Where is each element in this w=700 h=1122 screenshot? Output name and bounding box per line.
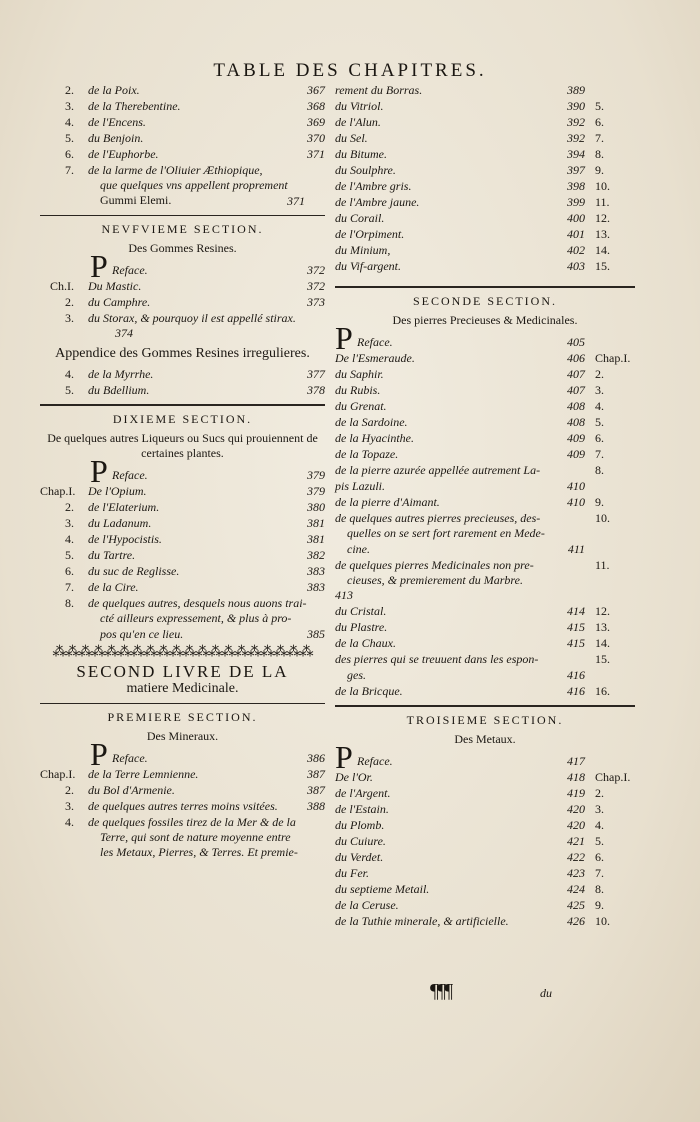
page-number: 422 [567,850,585,864]
drop-capital: P [90,248,108,284]
chapter-title: du Vitriol. [335,99,384,113]
entry-row [335,462,635,478]
entry-row [40,98,325,114]
entry-row [335,785,635,801]
chapter-number: 14. [595,243,610,257]
entry-row [335,430,635,446]
section-heading: NEVFVIEME SECTION. [101,222,264,236]
chapter-title: pis Lazuli. [335,479,386,493]
drop-capital: P [90,736,108,772]
chapter-number: 3. [595,383,604,397]
entry-row [335,769,635,785]
entry-row [335,849,635,865]
chapter-number: 5. [65,548,74,562]
entry-row [335,557,635,573]
chapter-title: de la Therebentine. [88,99,181,113]
page-number: 420 [567,802,585,816]
chapter-title: des pierres qui se treuuent dans les espon- [335,652,539,666]
book-subtitle: matiere Medicinale. [126,681,239,696]
entry-row [40,563,325,579]
chapter-title: de la Hyacinthe. [335,431,414,445]
section-heading: TROISIEME SECTION. [406,713,564,727]
chapter-number: 5. [65,131,74,145]
drop-capital: P [335,320,353,356]
chapter-number: 4. [595,818,604,832]
entry-row [335,619,635,635]
entry-row [335,635,635,651]
chapter-title: du Cuiure. [335,834,386,848]
chapter-number: 6. [595,115,604,129]
page-number: 398 [567,179,585,193]
chapter-number: 9. [595,495,604,509]
entry-row [40,294,325,310]
chapter-title: du Plastre. [335,620,388,634]
entry-row [335,146,635,162]
chapter-title: de la larme de l'Oliuier Æthiopique, [88,163,263,177]
chapter-title: de la Topaze. [335,447,399,461]
entry-row [335,603,635,619]
page-number: 400 [567,211,585,225]
chapter-title: de la Chaux. [335,636,396,650]
page-number: 415 [567,620,585,634]
page-number: 402 [567,243,585,257]
chapter-number: 10. [595,511,610,525]
chapter-number: 11. [595,558,610,572]
chapter-title: du Minium, [335,243,391,257]
chapter-number: 7. [595,447,604,461]
page-number: 423 [567,866,585,880]
signature-mark: ¶¶¶ [430,980,452,1002]
chapter-number: 12. [595,211,610,225]
entry-row: ges. 416 [347,668,585,682]
entry-row [335,366,635,382]
page-number: 426 [567,914,585,928]
chapter-number: 6. [595,431,604,445]
chapter-title: Reface. [112,468,148,482]
continuation-line: cté ailleurs expressement, & plus à pro- [100,611,292,625]
left-column [40,82,325,860]
page-number: 390 [567,99,585,113]
chapter-title: du suc de Reglisse. [88,564,180,578]
chapter-number: 14. [595,636,610,650]
chapter-number: Chap.I. [595,770,631,784]
catchword: du [540,986,552,1000]
page-number: 372 [307,279,325,293]
chapter-title: du Bol d'Armenie. [88,783,175,797]
drop-capital: P [335,739,353,775]
section-subheading: Des pierres Precieuses & Medicinales. [392,313,578,327]
chapter-number: 10. [595,179,610,193]
page-number: 409 [567,447,585,461]
chapter-title: Reface. [112,751,148,765]
section-subheading: Des Metaux. [454,732,516,746]
chapter-number: 13. [595,227,610,241]
chapter-title: de l'Estain. [335,802,389,816]
page-number: 387 [307,767,325,781]
page-number: 373 [307,295,325,309]
continuation-line: 374 [115,326,133,340]
page-number: 417 [567,754,585,768]
entry-row [335,817,635,833]
appendix-heading: Appendice des Gommes Resines irregulieres. [55,346,310,361]
entry-row [40,595,325,611]
entry-row [335,833,635,849]
page-number: 403 [567,259,585,273]
continuation-line: cieuses, & premierement du Marbre. [347,573,523,587]
chapter-number: 8. [65,596,74,610]
entry-row [335,350,635,366]
continuation-line: Terre, qui sont de nature moyenne entre [100,830,291,844]
chapter-title: de la pierre d'Aimant. [335,495,440,509]
section-heading: DIXIEME SECTION. [112,412,253,426]
page-number: 424 [567,882,585,896]
section-subheading: Des Gommes Resines. [128,241,237,255]
chapter-number: 12. [595,604,610,618]
page-number: 383 [307,580,325,594]
page-number: 377 [307,367,325,381]
entry-row [335,398,635,414]
entry-row [335,194,635,210]
chapter-title: de la Tuthie minerale, & artificielle. [335,914,509,928]
chapter-number: 2. [65,783,74,797]
chapter-number: 6. [595,850,604,864]
chapter-number: 15. [595,652,610,666]
chapter-title: de l'Ambre gris. [335,179,412,193]
chapter-number: 7. [65,580,74,594]
chapter-number: 3. [65,516,74,530]
entry-row [335,881,635,897]
chapter-title: de la Bricque. [335,684,403,698]
chapter-number: 8. [595,463,604,477]
book-title: SECOND LIVRE DE LA [76,662,289,681]
page-number: 381 [307,532,325,546]
page-number: 369 [307,115,325,129]
section-heading: PREMIERE SECTION. [107,710,258,724]
continuation-line: quelles on se sert fort rarement en Mede- [347,526,545,540]
chapter-title: du Vif-argent. [335,259,401,273]
page-number: 383 [307,564,325,578]
entry-row [335,382,635,398]
entry-row [335,258,635,274]
page-number: 392 [567,131,585,145]
chapter-title: du Camphre. [88,295,151,309]
chapter-title: de la Poix. [88,83,140,97]
entry-row: cine. 411 [347,542,585,556]
page-number: 394 [567,147,585,161]
chapter-number: 16. [595,684,610,698]
page-number: 378 [307,383,325,397]
page-number: 414 [567,604,585,618]
chapter-number: 2. [65,500,74,514]
chapter-number: 3. [595,802,604,816]
chapter-number: 4. [65,115,74,129]
chapter-title: de l'Argent. [335,786,391,800]
chapter-number: 11. [595,195,610,209]
section-rule [40,215,325,216]
chapter-title: du Soulphre. [335,163,396,177]
entry-row [335,801,635,817]
page-number: 409 [567,431,585,445]
entry-row [40,531,325,547]
page-number: 399 [567,195,585,209]
chapter-title: De l'Esmeraude. [335,351,415,365]
chapter-title: de quelques autres terres moins vsitées. [88,799,278,813]
entry-row [335,130,635,146]
chapter-title: de la Cire. [88,580,139,594]
section-rule [335,286,635,288]
chapter-number: 8. [595,882,604,896]
section-heading: SECONDE SECTION. [412,294,557,308]
chapter-title: de l'Encens. [88,115,146,129]
chapter-title: de l'Alun. [335,115,381,129]
entry-row [335,210,635,226]
chapter-number: 4. [65,367,74,381]
entry-row [40,483,325,499]
chapter-number: 4. [65,815,74,829]
chapter-number: 7. [65,163,74,177]
entry-row [335,82,635,98]
entry-row [40,278,325,294]
chapter-title: du Tartre. [88,548,136,562]
page-number: 397 [567,163,585,177]
entry-row [40,310,325,326]
continuation-line: les Metaux, Pierres, & Terres. Et premie- [100,845,298,859]
page-number: 379 [307,468,325,482]
chapter-title: du septieme Metail. [335,882,430,896]
entry-row [335,98,635,114]
chapter-title: du Ladanum. [88,516,152,530]
chapter-number: 6. [65,147,74,161]
page-title: TABLE DES CHAPITRES. [213,60,487,81]
chapter-number: 3. [65,99,74,113]
chapter-title: Du Mastic. [88,279,142,293]
section-rule [335,705,635,707]
entry-row [335,178,635,194]
chapter-title: du Bitume. [335,147,387,161]
chapter-number: 2. [65,83,74,97]
entry-row: Gummi Elemi. 371 [100,193,305,208]
entry-row [335,242,635,258]
page-number: 425 [567,898,585,912]
chapter-title: de quelques pierres Medicinales non pre- [335,558,534,572]
entry-row [335,446,635,462]
page-number: 382 [307,548,325,562]
entry-row [335,162,635,178]
chapter-title: de l'Hypocistis. [88,532,162,546]
entry-row [335,494,635,510]
chapter-title: rement du Borras. [335,83,423,97]
page-number: 408 [567,415,585,429]
chapter-title: Reface. [112,263,148,277]
chapter-title: du Bdellium. [88,383,150,397]
page-number: 416 [567,684,585,698]
chapter-title: de la Sardoine. [335,415,408,429]
page-number: 407 [567,367,585,381]
entry-row [335,226,635,242]
page-number: 419 [567,786,585,800]
chapter-title: du Grenat. [335,399,387,413]
entry-row [40,382,325,398]
chapter-title: de l'Euphorbe. [88,147,159,161]
chapter-title: de la Terre Lemnienne. [88,767,199,781]
ornament-band: ⁂⁂⁂⁂⁂⁂⁂⁂⁂⁂⁂⁂⁂⁂⁂⁂⁂⁂⁂⁂ [52,645,313,660]
entry-row [335,510,635,526]
chapter-number: 5. [595,834,604,848]
page-number: 387 [307,783,325,797]
entry-row [335,683,635,699]
continuation-line: 413 [335,588,353,602]
entry-row [40,162,325,178]
page-number: 406 [567,351,585,365]
chapter-number: 4. [65,532,74,546]
chapter-number: 13. [595,620,610,634]
entry-row [335,414,635,430]
entry-row [335,865,635,881]
page-number: 381 [307,516,325,530]
page-number: 420 [567,818,585,832]
chapter-title: du Storax, & pourquoy il est appellé stirax. [88,311,296,325]
chapter-number: 5. [595,99,604,113]
chapter-number: 7. [595,131,604,145]
page-number: 392 [567,115,585,129]
page-number: 370 [307,131,325,145]
chapter-number: 10. [595,914,610,928]
chapter-title: du Verdet. [335,850,384,864]
continuation-line: que quelques vns appellent proprement [100,178,288,192]
entry-row [40,579,325,595]
entry-row [335,478,635,494]
section-rule [40,404,325,406]
entry-row [40,130,325,146]
page-number: 415 [567,636,585,650]
right-column [335,82,635,929]
chapter-number: 8. [595,147,604,161]
section-subheading: De quelques autres Liqueurs ou Sucs qui prouiennent de certaines plantes. [47,431,318,460]
page-number: 410 [567,479,585,493]
page-number: 408 [567,399,585,413]
section-rule [40,703,325,704]
page-number: 389 [567,83,585,97]
chapter-number: 4. [595,399,604,413]
chapter-title: Reface. [357,335,393,349]
page-number: 367 [307,83,325,97]
entry-row: pos qu'en ce lieu. 385 [100,627,325,641]
chapter-title: du Cristal. [335,604,387,618]
entry-row [40,114,325,130]
chapter-number: 2. [65,295,74,309]
entry-row [335,114,635,130]
entry-row [335,897,635,913]
chapter-title: du Saphir. [335,367,384,381]
chapter-title: du Rubis. [335,383,381,397]
chapter-number: 3. [65,799,74,813]
entry-row [40,547,325,563]
chapter-title: de la Ceruse. [335,898,399,912]
entry-row [40,366,325,382]
entry-row [40,782,325,798]
chapter-number: 2. [595,786,604,800]
entry-row [335,651,635,667]
section-subheading: Des Mineraux. [146,729,219,743]
chapter-title: du Sel. [335,131,368,145]
entry-row [40,814,325,830]
chapter-number: Chap.I. [40,767,76,781]
chapter-title: du Fer. [335,866,369,880]
page-number: 372 [307,263,325,277]
chapter-title: de quelques fossiles tirez de la Mer & de la [88,815,296,829]
page-number: 421 [567,834,585,848]
chapter-number: 9. [595,163,604,177]
entry-row [40,146,325,162]
chapter-number: 6. [65,564,74,578]
chapter-number: Chap.I. [595,351,631,365]
page-number: 418 [567,770,585,784]
chapter-number: Ch.I. [50,279,74,293]
drop-capital: P [90,453,108,489]
chapter-number: 9. [595,898,604,912]
chapter-number: Chap.I. [40,484,76,498]
chapter-title: de la pierre azurée appellée autrement La- [335,463,541,477]
chapter-title: de l'Elaterium. [88,500,160,514]
chapter-number: 5. [65,383,74,397]
entry-row [40,798,325,814]
chapter-title: de quelques autres pierres precieuses, des- [335,511,541,525]
page-number: 410 [567,495,585,509]
page-number: 386 [307,751,325,765]
page-number: 380 [307,500,325,514]
chapter-number: 3. [65,311,74,325]
chapter-title: de l'Orpiment. [335,227,405,241]
entry-row [40,499,325,515]
chapter-title: de la Myrrhe. [88,367,154,381]
entry-row [40,82,325,98]
chapter-title: Reface. [357,754,393,768]
entry-row [40,515,325,531]
chapter-title: du Plomb. [335,818,385,832]
page-number: 401 [567,227,585,241]
entry-row [40,766,325,782]
entry-row [335,913,635,929]
page-number: 405 [567,335,585,349]
chapter-number: 7. [595,866,604,880]
chapter-title: de quelques autres, desquels nous auons trai- [88,596,307,610]
chapter-title: De l'Or. [335,770,373,784]
chapter-number: 2. [595,367,604,381]
chapter-title: De l'Opium. [88,484,147,498]
entry-row [40,453,325,489]
page-number: 388 [307,799,325,813]
chapter-number: 5. [595,415,604,429]
chapter-title: du Corail. [335,211,385,225]
chapter-title: de l'Ambre jaune. [335,195,420,209]
page-number: 407 [567,383,585,397]
page-number: 368 [307,99,325,113]
chapter-title: du Benjoin. [88,131,144,145]
page-number: 371 [307,147,325,161]
page-number: 379 [307,484,325,498]
chapter-number: 15. [595,259,610,273]
